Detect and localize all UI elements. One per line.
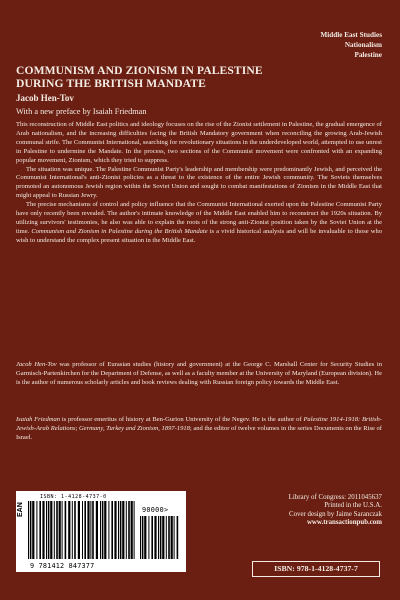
bio-book-title: Palestine 1914-1918: British-Jewish-Arab Relations bbox=[16, 416, 382, 432]
barcode-bar bbox=[90, 501, 91, 559]
barcode-bar bbox=[74, 501, 76, 559]
description-text: The precise mechanisms of control and policy influence that the Communist International exerted upon the Palestine Communist Party have only recently been revealed. The author's intimate knowledge of the Middle East enabled him to reconstruct the 1920s situation. By utilizing survivors' testimonies, he also was able to explain the roots of the strong anti-Zionist position taken by the Soviet Union at the time. bbox=[16, 201, 382, 235]
bio-text: ; and the editor of twelve volumes in the series Documents on the Rise of Israel. bbox=[16, 424, 382, 441]
barcode-bar bbox=[36, 501, 37, 559]
barcode-graphic bbox=[16, 491, 186, 572]
barcode-bar bbox=[151, 516, 153, 559]
barcode-bar bbox=[142, 516, 144, 559]
preface-credit: With a new preface by Isaiah Friedman bbox=[16, 107, 147, 116]
barcode-bar bbox=[54, 501, 55, 559]
barcode-bar bbox=[128, 501, 130, 559]
barcode-bar bbox=[144, 516, 146, 559]
barcode-bar bbox=[78, 501, 80, 559]
barcode-bar bbox=[87, 501, 89, 559]
subject-item: Middle East Studies bbox=[320, 31, 382, 39]
barcode-bar bbox=[120, 501, 122, 559]
barcode-bar bbox=[114, 501, 116, 559]
barcode-bar bbox=[148, 516, 149, 559]
barcode-bar bbox=[28, 501, 29, 559]
bio-book-title: Germany, Turkey and Zionism, 1897-1918 bbox=[78, 424, 190, 432]
description-paragraph: The situation was unique. The Palestine Communist Party's leadership and membership were predominantly Jewish, and perceived the Communist International's anti-Zionist policies as a threat to the existence of the entire Jewish community. The Soviets themselves promoted an autonomous Jewish region within the Soviet Union and sought to combat manifestations of Zionism in the Middle East that might appeal to Russian Jewry. bbox=[16, 165, 382, 200]
barcode-bar bbox=[140, 516, 141, 559]
description-book-title: Communism and Zionism in Palestine during the British Mandate bbox=[31, 227, 208, 235]
barcode-bar bbox=[62, 501, 63, 559]
barcode-bar bbox=[177, 516, 179, 559]
barcode-bar bbox=[100, 501, 101, 559]
barcode-bar bbox=[42, 501, 44, 559]
barcode-bar bbox=[32, 501, 34, 559]
title-line: DURING THE BRITISH MANDATE bbox=[16, 77, 206, 90]
subject-categories bbox=[320, 30, 382, 60]
publication-info bbox=[289, 494, 382, 528]
barcode-bar bbox=[39, 501, 41, 559]
barcode-bar bbox=[111, 501, 113, 559]
barcode-panel bbox=[16, 491, 186, 572]
barcode-bar bbox=[30, 501, 32, 559]
isbn-box: ISBN: 978-1-4128-4737-7 bbox=[252, 561, 380, 577]
description-paragraph bbox=[16, 201, 382, 246]
bio-name: Jacob Hen-Tov bbox=[16, 361, 57, 368]
book-title bbox=[16, 64, 376, 90]
barcode-price-code: 90000> bbox=[142, 506, 169, 514]
description-paragraph: This reconstruction of Middle East politics and ideology focuses on the rise of the Zionist settlement in Palestine, the gradual emergence of Arab nationalism, and the increasing difficulties facing the British Mandatory government when reconciling the growing Arab-Jewish communal strife. The Communist International, searching for revolutionary situations in the underdeveloped world, attempted to use unrest in Palestine to undermine the Mandate. In the process, two sections of the Communist movement were confronted with an expanding popular movement, Zionism, which they tried to suppress. bbox=[16, 121, 382, 164]
bio-name: Isaiah Friedman bbox=[16, 416, 61, 423]
barcode-bar bbox=[56, 501, 58, 559]
subject-item: Nationalism bbox=[344, 41, 382, 49]
barcode-bar bbox=[171, 516, 173, 559]
barcode-bar bbox=[92, 501, 94, 559]
barcode-bar bbox=[118, 501, 119, 559]
preface-author-bio bbox=[16, 416, 382, 443]
barcode-bar bbox=[65, 501, 67, 559]
bio-text: is professor emeritus of history at Ben-Gurion University of the Negev. He is the author of bbox=[60, 416, 304, 423]
barcode-bar bbox=[104, 501, 106, 559]
barcode-bar bbox=[174, 516, 175, 559]
barcode-bar bbox=[126, 501, 127, 559]
barcode-bar bbox=[96, 501, 98, 559]
barcode-bar bbox=[131, 501, 133, 559]
barcode-bar bbox=[162, 516, 164, 559]
barcode-bar bbox=[154, 516, 156, 559]
bio-text: was professor of Eurasian studies (history and government) at the George C. Marshall Center for Security Studies in Garmisch-Partenkirchen for the Department of Defense, as well as a faculty member at the University of Maryland (European division). He is the author of numerous scholarly articles and book reviews dealing with Russian foreign policy towards the Middle East. bbox=[16, 361, 382, 386]
title-line: COMMUNISM AND ZIONISM IN PALESTINE bbox=[16, 64, 263, 77]
author-name: Jacob Hen-Tov bbox=[16, 93, 74, 103]
barcode-number: 9 781412 847377 bbox=[30, 562, 95, 570]
barcode-bar bbox=[68, 501, 70, 559]
cover-design-credit: Cover design by Jaime Saranczak bbox=[289, 510, 382, 518]
barcode-bar bbox=[160, 516, 162, 559]
barcode-bar bbox=[158, 516, 159, 559]
barcode-bar bbox=[46, 501, 47, 559]
barcode-bar bbox=[122, 501, 124, 559]
barcode-bar bbox=[168, 516, 170, 559]
barcode-bar bbox=[134, 501, 135, 559]
barcode-isbn-text: ISBN: 1-4128-4737-0 bbox=[40, 494, 107, 500]
barcode-bar bbox=[50, 501, 52, 559]
barcode-bar bbox=[72, 501, 73, 559]
bio-text: ; bbox=[75, 424, 79, 432]
barcode-bar bbox=[166, 516, 167, 559]
barcode-bar bbox=[82, 501, 83, 559]
barcode-bar bbox=[48, 501, 50, 559]
subject-item: Palestine bbox=[354, 51, 382, 59]
barcode-bar bbox=[108, 501, 109, 559]
printed-in: Printed in the U.S.A. bbox=[324, 502, 382, 510]
library-of-congress: Library of Congress: 2011045637 bbox=[288, 494, 382, 501]
barcode-bar bbox=[84, 501, 86, 559]
book-description bbox=[16, 121, 382, 246]
barcode-bar bbox=[102, 501, 104, 559]
description-text: is a vivid historical analysis and will be invaluable to those who wish to understand the complex present situation in the Middle East. bbox=[16, 227, 382, 244]
author-bio bbox=[16, 361, 382, 388]
publisher-website: www.transactionpub.com bbox=[306, 519, 382, 527]
barcode-bar bbox=[59, 501, 61, 559]
barcode-ean-label: EAN bbox=[17, 502, 24, 517]
